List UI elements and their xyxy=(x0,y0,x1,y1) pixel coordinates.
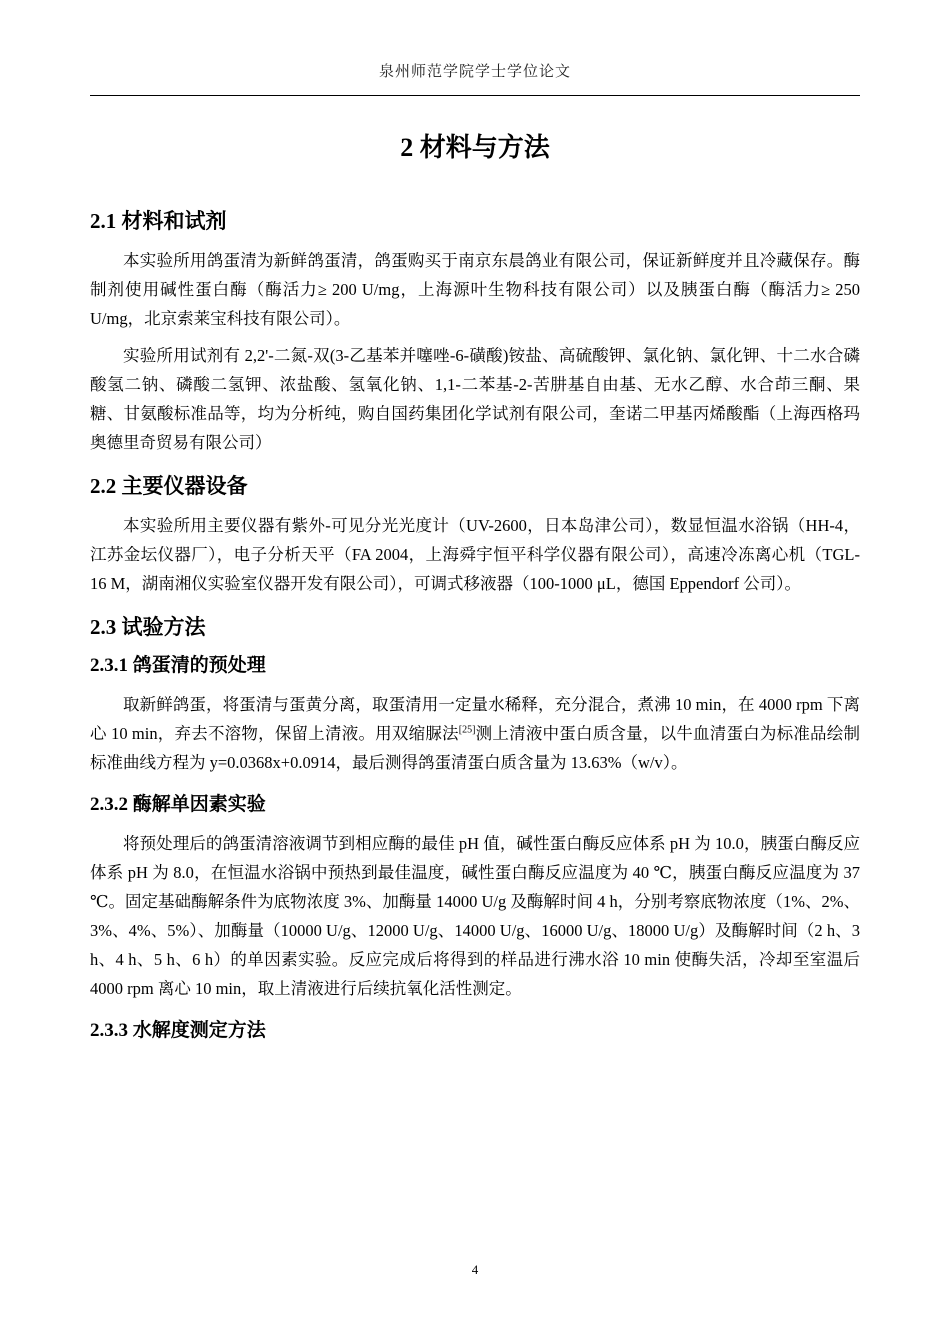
section-heading-2-1: 2.1 材料和试剂 xyxy=(90,209,227,233)
section-heading-2-3: 2.3 试验方法 xyxy=(90,615,206,639)
section-heading-2-3-3: 2.3.3 水解度测定方法 xyxy=(90,1020,266,1041)
chapter-title: 2 材料与方法 xyxy=(400,133,550,162)
pretreatment-text-before: 取新鲜鸽蛋，将蛋清与蛋黄分离，取蛋清用一定量水稀释，充分混合，煮沸 10 min，在 4000 rpm 下离心 10 min，弃去不溶物，保留上清液。用双缩脲法 xyxy=(90,695,860,743)
citation-ref: [25] xyxy=(458,724,476,736)
section-heading-2-3-2: 2.3.2 酶解单因素实验 xyxy=(90,794,266,815)
paragraph-instruments: 本实验所用主要仪器有紫外-可见分光光度计（UV-2600，日本岛津公司），数显恒温水浴锅（HH-4，江苏金坛仪器厂），电子分析天平（FA 2004，上海舜宇恒平科学仪器有限公司），高速冷冻离心机（TGL-16 M，湖南湘仪实验室仪器开发有限公司），可调式移液器（100-1000 μL，德国 Eppendorf 公司）。 xyxy=(90,516,860,593)
paragraph-materials: 本实验所用鸽蛋清为新鲜鸽蛋清，鸽蛋购买于南京东晨鸽业有限公司，保证新鲜度并且冷藏保存。酶制剂使用碱性蛋白酶（酶活力≥ 200 U/mg，上海源叶生物科技有限公司）以及胰蛋白酶（酶活力≥ 250 U/mg，北京索莱宝科技有限公司）。 xyxy=(90,251,860,328)
running-header: 泉州师范学院学士学位论文 xyxy=(378,64,571,80)
page-content xyxy=(90,128,860,1055)
paragraph-single-factor: 将预处理后的鸽蛋清溶液调节到相应酶的最佳 pH 值，碱性蛋白酶反应体系 pH 为 10.0，胰蛋白酶反应体系 pH 为 8.0，在恒温水浴锅中预热到最佳温度，碱性蛋白酶反应温度为 40 ℃，胰蛋白酶反应温度为 37 ℃。固定基础酶解条件为底物浓度 3%、加酶量 14000 U/g 及酶解时间 4 h，分别考察底物浓度（1%、2%、3%、4%、5%）、加酶量（10000 U/g、12000 U/g、14000 U/g、16000 U/g、18000 U/g）及酶解时间（2 h、3 h、4 h、5 h、6 h）的单因素实验。反应完成后将得到的样品进行沸水浴 10 min 使酶失活，冷却至室温后 4000 rpm 离心 10 min，取上清液进行后续抗氧化活性测定。 xyxy=(90,834,860,998)
paragraph-reagents: 实验所用试剂有 2,2'-二氮-双(3-乙基苯并噻唑-6-磺酸)铵盐、高硫酸钾、氯化钠、氯化钾、十二水合磷酸氢二钠、磷酸二氢钾、浓盐酸、氢氧化钠、1,1-二苯基-2-苦肼基自由基、无水乙醇、水合茚三酮、果糖、甘氨酸标准品等，均为分析纯，购自国药集团化学试剂有限公司，奎诺二甲基丙烯酸酯（上海西格玛奥德里奇贸易有限公司） xyxy=(90,346,860,452)
section-heading-2-3-1: 2.3.1 鸽蛋清的预处理 xyxy=(90,655,266,676)
page-number: 4 xyxy=(471,1262,479,1277)
header-rule xyxy=(90,95,860,96)
paragraph-pretreatment xyxy=(90,690,860,777)
pretreatment-text-after: 测上清液中蛋白质含量，以牛血清蛋白为标准品绘制标准曲线方程为 y=0.0368x+0.0914，最后测得鸽蛋清蛋白质含量为 13.63%（w/v）。 xyxy=(90,724,861,772)
section-heading-2-2: 2.2 主要仪器设备 xyxy=(90,474,248,498)
